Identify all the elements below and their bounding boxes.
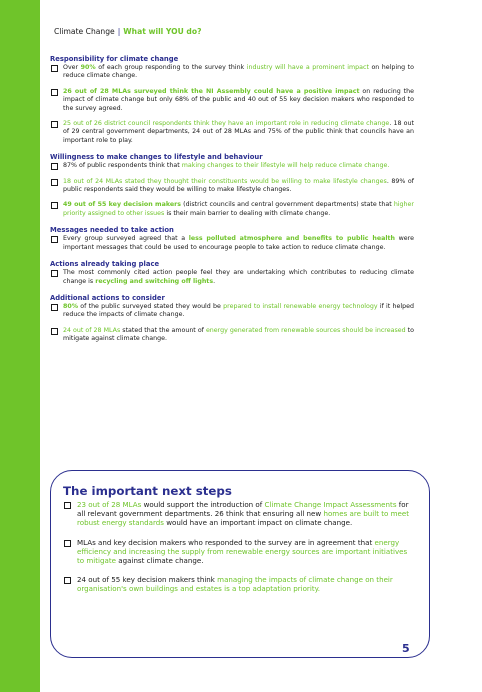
next-steps-list [63,500,413,594]
bullet-item [50,88,414,113]
body-text: . [213,277,216,285]
body-text: would have an important impact on climate change. [163,518,353,528]
running-header [54,27,201,36]
section-heading: Responsibility for climate change [50,55,179,63]
body-text: The most commonly cited action people feel they are undertaking which contributes to reducing climate change is [63,269,414,285]
bullet-item [50,269,414,286]
checkbox-bullet-icon [51,236,58,243]
next-steps-title: The important next steps [63,484,232,498]
body-text: is their main barrier to dealing with climate change. [164,209,331,217]
checkbox-bullet-icon [51,202,58,209]
findings-section [50,153,414,218]
highlighted-text: 24 out of 28 MLAs [63,326,121,334]
bullet-item [63,500,413,528]
highlighted-text: recycling and switching off lights [95,277,214,285]
highlighted-text: 23 out of 28 MLAs [77,500,142,509]
checkbox-bullet-icon [51,270,58,277]
bullet-item [50,162,414,170]
checkbox-bullet-icon [64,577,71,584]
body-text: stated that the amount of [120,326,206,334]
body-text: of the public surveyed stated they would be [78,302,224,310]
highlighted-text: prepared to install renewable energy technology [223,302,378,310]
highlighted-text: 49 out of 55 key decision makers [63,201,182,209]
section-heading: Willingness to make changes to lifestyle and behaviour [50,153,263,162]
highlighted-text: higher priority assigned to other issues [63,201,415,217]
body-text: if it helped reduce the impacts of climate change. [63,302,414,319]
highlighted-text: managing the impacts of climate change on their organisation's own buildings and estates is a top adaptation priority. [77,575,393,594]
findings-section [50,55,414,145]
body-text: would support the introduction of [141,500,265,509]
header-title: Climate Change [54,27,115,36]
section-heading: Actions already taking place [50,260,160,269]
findings-section [50,294,414,344]
highlighted-text: energy generated from renewable sources should be increased [205,326,406,334]
body-text: for all relevant government departments. 26 think that ensuring all new [77,500,409,519]
highlighted-text: less polluted atmosphere and benefits to public health [188,235,396,243]
checkbox-bullet-icon [51,89,58,96]
bullet-item [50,178,414,195]
document-page [40,0,482,692]
highlighted-text: Climate Change Impact Assessments [264,500,397,509]
bullet-item [50,303,414,320]
body-text: . 89% of public respondents said they would be willing to make lifestyle changes. [63,177,414,194]
bullet-item [50,120,414,145]
highlighted-text: homes are built to meet robust energy standards [77,509,410,528]
highlighted-text: 18 out of 24 MLAs stated they thought their constituents would be willing to make lifestyle changes [63,177,387,185]
highlighted-text: industry will have a prominent impact [246,64,369,71]
body-text: on reducing the impact of climate change but only 68% of the public and 40 out of 55 key decision makers who responded to the survey agreed. [63,87,414,112]
survey-findings [50,55,414,352]
body-text: to mitigate against climate change. [63,326,414,343]
body-text: (district councils and central government departments) state that [181,201,394,209]
green-sidebar-band [0,0,40,692]
checkbox-bullet-icon [51,304,58,311]
bullet-item [50,235,414,252]
header-separator: | [117,27,121,36]
highlighted-text: 26 out of 28 MLAs surveyed think the NI Assembly could have a positive impact [63,87,360,95]
checkbox-bullet-icon [51,328,58,335]
highlighted-text: making changes to their lifestyle will help reduce climate change. [181,162,390,170]
body-text: . 18 out of 29 central government departments, 24 out of 28 MLAs and 75% of the public think that councils have an important role to play. [63,120,414,144]
body-text: Over [63,64,81,71]
body-text: against climate change. [116,556,204,566]
body-text: MLAs and key decision makers who responded to the survey are in agreement that [77,537,375,547]
section-heading: Messages needed to take action [50,226,174,235]
body-text: 24 out of 55 key decision makers think [77,575,218,585]
checkbox-bullet-icon [64,540,71,547]
highlighted-text: 90% [80,64,96,71]
checkbox-bullet-icon [51,65,58,72]
body-text: Every group surveyed agreed that a [63,235,189,243]
checkbox-bullet-icon [51,179,58,186]
highlighted-text: 25 out of 26 district council respondents think they have an important role in reducing climate change [63,120,390,128]
body-text: were important messages that could be used to encourage people to take action to reduce climate change. [63,235,414,251]
highlighted-text: energy efficiency and increasing the supply from renewable energy sources are important initiatives to mitigate [77,537,408,566]
body-text: on helping to reduce climate change. [63,64,414,80]
bullet-item [50,64,414,81]
highlighted-text: 80% [63,302,79,310]
body-text: 87% of public respondents think that [63,162,182,170]
bullet-item [63,538,413,566]
checkbox-bullet-icon [51,163,58,170]
page-number: 5 [402,642,410,655]
body-text: of each group responding to the survey think [95,64,247,71]
bullet-item [50,201,414,218]
findings-section [50,260,414,286]
next-steps-box [50,470,430,658]
checkbox-bullet-icon [51,121,58,128]
findings-section [50,226,414,252]
bullet-item [63,575,413,593]
header-subtitle: What will YOU do? [123,27,202,36]
bullet-item [50,327,414,344]
checkbox-bullet-icon [64,502,71,509]
section-heading: Additional actions to consider [50,293,165,302]
